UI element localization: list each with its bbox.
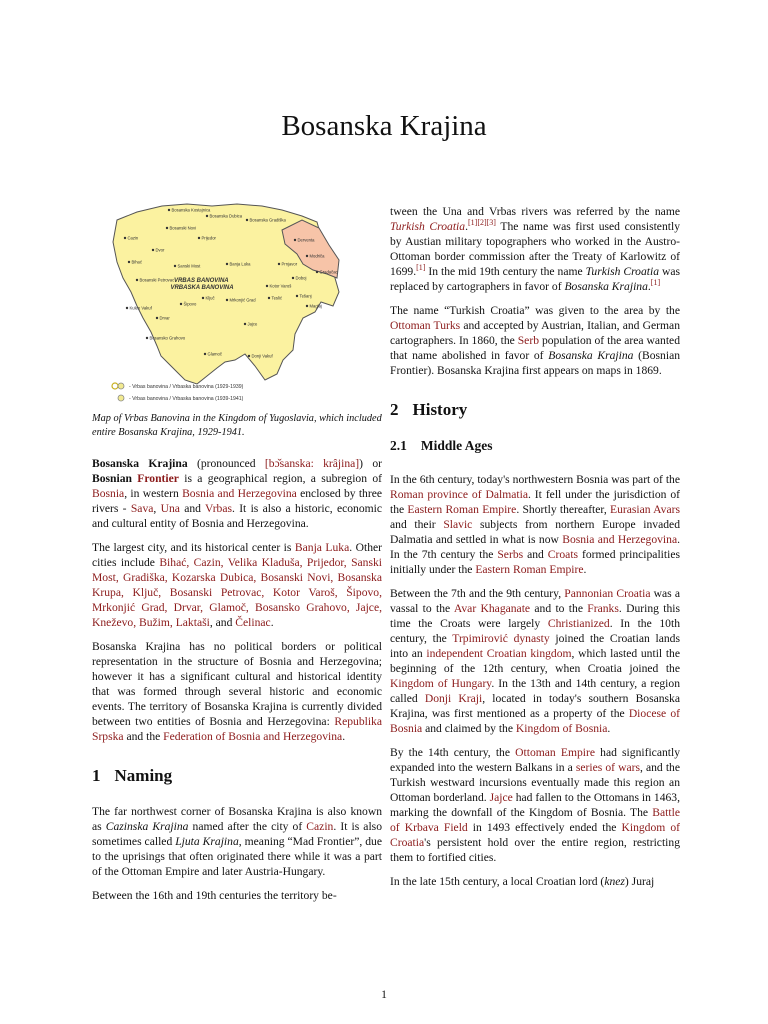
kingdom-bosnia-link[interactable]: Kingdom of Bosnia [515, 722, 608, 735]
bosnia-link[interactable]: Bosnia [92, 487, 125, 500]
map-town-label: Jajce [247, 321, 258, 327]
map-town-dot [204, 353, 206, 355]
citation-1b[interactable]: [1] [650, 278, 661, 288]
map-town-dot [296, 295, 298, 297]
map-town-dot [206, 215, 208, 217]
section-heading-naming: 1 Naming [92, 766, 173, 785]
map-town-dot [156, 317, 158, 319]
page-number: 1 [381, 988, 387, 1001]
naming-paragraph-1: The far northwest corner of Bosanska Krajina is also known as Cazinska Krajina named after the city of Cazin. It is also sometimes called Ljuta Krajina, meaning “Mad Frontier”, due to the uprisings that often originated there while it was a part of the Ottoman Empire and later Austria-Hungary. [92, 805, 382, 878]
map-town-label: Doboj [295, 275, 307, 281]
eastern-roman-empire-link[interactable]: Eastern Roman Empire [407, 503, 517, 516]
map-caption: Map of Vrbas Banovina in the Kingdom of Yugoslavia, which included entire Bosanska Krajina, 1929-1941. [92, 413, 382, 438]
map-town-dot [306, 255, 308, 257]
map-town-dot [278, 263, 280, 265]
map-town-dot [316, 271, 318, 273]
bosnia-herzegovina-link[interactable]: Bosnia and Herzegovina [182, 487, 297, 500]
serb-link[interactable]: Serb [517, 334, 539, 347]
history-paragraph-3: By the 14th century, the Ottoman Empire had significantly expanded into the western Balkans in a series of wars, and the Turkish westward incursions eventually made this region an Ottoman borderland. Jajce had fallen to the Ottomans in 1463, marking the downfall of the Kingdom of Bosnia. The Battle of Krbava Field in 1493 effectively ended the Kingdom of Croatia's persistent hold over the entire region, restricting them to fortified cities. [390, 746, 680, 864]
pronunciation-link[interactable]: [bɔ̌sanska: krâjina] [264, 457, 360, 470]
eastern-roman-empire-link-2[interactable]: Eastern Roman Empire [475, 563, 584, 576]
subsection-heading-middle-ages: 2.1 Middle Ages [390, 438, 493, 453]
map-town-label: Glamoč [207, 351, 222, 357]
pannonian-croatia-link[interactable]: Pannonian Croatia [564, 587, 651, 600]
kingdom-croatia-link[interactable]: Kingdom of Croatia [390, 821, 680, 849]
map-town-label: Kotor Varoš [269, 283, 292, 289]
vrbas-link[interactable]: Vrbas [205, 502, 233, 515]
map-legend [112, 383, 244, 402]
map-town-label: Teslić [271, 295, 282, 301]
map-town-dot [248, 355, 250, 357]
citation-1[interactable]: [1] [416, 263, 426, 273]
left-column [92, 200, 382, 912]
map-town-label: Bosanska Kostajnica [171, 207, 211, 213]
map-town-label: Šipovo [183, 301, 197, 307]
cities-links[interactable]: Bihać, Cazin, Velika Kladuša, Prijedor, Sanski Most, Gradiška, Kozarska Dubica, Bosanski Novi, Bosanska Krupa, Ključ, Bosanski Petrovac, Kotor Varoš, Šipovo, Mrkonjić Grad, Drvar, Glamoč, Bosansko Grahovo, Jajce, Kneževo, Bužim, Laktaši [92, 556, 382, 629]
map-town-label: Bihać [131, 259, 142, 265]
map-town-label: Donji Vakuf [251, 353, 273, 359]
series-of-wars-link[interactable]: series of wars [575, 761, 640, 774]
map-town-dot [268, 297, 270, 299]
trpimirovic-link[interactable]: Trpimirović dynasty [452, 632, 550, 645]
map-figure [107, 200, 347, 412]
map-legend-2: - Vrbas banovina / Vrbaska banovina (1939-1941) [129, 396, 244, 402]
ottoman-turks-link[interactable]: Ottoman Turks [390, 319, 461, 332]
map-town-dot [166, 227, 168, 229]
krbava-field-link[interactable]: Battle of Krbava Field [390, 806, 680, 834]
map-town-label: Modriča [309, 253, 325, 259]
naming-paragraph-3: tween the Una and Vrbas rivers was referred by the name Turkish Croatia.[1][2][3] The name was first used consistently by Austian military topographers who worked in the Austro-Ottoman border commission after the Treaty of Karlowitz of 1699.[1] In the mid 19th century the name Turkish Croatia was replaced by cartographers in favor of Bosanska Krajina.[1] [390, 205, 680, 293]
citation-1-2-3[interactable]: [1][2][3] [467, 218, 496, 228]
map-town-label: Gradačac [319, 269, 338, 275]
map-town-dot [202, 297, 204, 299]
map-town-label: Mrkonjić Grad [229, 297, 256, 303]
map-town-dot [246, 219, 248, 221]
map-town-dot [136, 279, 138, 281]
map-town-label: Cazin [127, 235, 139, 241]
donji-kraji-link[interactable]: Donji Kraji [424, 692, 483, 705]
map-town-dot [146, 337, 148, 339]
map-town-dot [244, 323, 246, 325]
una-link[interactable]: Una [160, 502, 180, 515]
map-town-label: Derventa [297, 237, 315, 243]
map-town-dot [198, 237, 200, 239]
history-paragraph-1: In the 6th century, today's northwestern Bosnia was part of the Roman province of Dalmatia. It fell under the jurisdiction of the Eastern Roman Empire. Shortly thereafter, Eurasian Avars and their Slavic subjects from northern Europe invaded Dalmatia and settled in what is now Bosnia and Herzegovina. In the 7th century the Serbs and Croats formed principalities initially under the Eastern Roman Empire. [390, 473, 680, 576]
intro-paragraph-2: The largest city, and its historical center is Banja Luka. Other cities include Bihać, Cazin, Velika Kladuša, Prijedor, Sanski Most, Gradiška, Kozarska Dubica, Bosanski Novi, Bosanska Krupa, Ključ, Bosanski Petrovac, Kotor Varoš, Šipovo, Mrkonjić Grad, Drvar, Glamoč, Bosansko Grahovo, Jajce, Kneževo, Bužim, Laktaši, and Čelinac. [92, 541, 382, 629]
map-town-dot [126, 307, 128, 309]
history-paragraph-2: Between the 7th and the 9th century, Pannonian Croatia was a vassal to the Avar Khaganate and to the Franks. During this time the Croats were largely Christianized. In the 10th century, the Trpimirović dynasty joined the Croatian lands into an independent Croatian kingdom, which lasted until the beginning of the 12th century, when Croatia joined the Kingdom of Hungary. In the 13th and 14th century, a region called Donji Kraji, located in today's southern Bosanska Krajina, was first mentioned as a property of the Diocese of Bosnia and claimed by the Kingdom of Bosnia. [390, 587, 681, 735]
frontier-link[interactable]: Frontier [137, 472, 179, 485]
map-town-dot [226, 299, 228, 301]
map-town-dot [124, 237, 126, 239]
slavic-link[interactable]: Slavic [443, 518, 473, 531]
franks-link[interactable]: Franks [587, 602, 619, 615]
map-town-label: Bosanski Petrovac [139, 277, 175, 283]
map-town-dot [168, 209, 170, 211]
right-column [390, 204, 680, 898]
bosnia-herzegovina-link-2[interactable]: Bosnia and Herzegovina [562, 533, 678, 546]
page-title: Bosanska Krajina [281, 110, 487, 142]
map-town-label: Bosanska Gradiška [249, 217, 286, 223]
ottoman-empire-link[interactable]: Ottoman Empire [515, 746, 595, 759]
turkish-croatia-link[interactable]: Turkish Croatia [390, 220, 466, 233]
map-town-dot [180, 303, 182, 305]
article-subject: Bosanska Krajina [92, 457, 188, 470]
map-town-label: Ključ [205, 295, 215, 301]
map-main-label: VRBAS BANOVINA VRBASKA BANOVINA [170, 278, 234, 291]
cazin-link[interactable]: Cazin [306, 820, 334, 833]
map-town-label: Banja Luka [229, 261, 251, 267]
history-paragraph-4: In the late 15th century, a local Croatian lord (knez) Juraj [390, 875, 655, 888]
naming-paragraph-4: The name “Turkish Croatia” was given to the area by the Ottoman Turks and accepted by Austrian, Italian, and German cartographers. In 1860, the Serb population of the area wanted that name abolished in favor of Bosanska Krajina (Bosnian Frontier). Bosanska Krajina first appears on maps in 1869. [390, 304, 681, 377]
avar-khaganate-link[interactable]: Avar Khaganate [453, 602, 531, 615]
map-town-label: Bosansko Grahovo [149, 335, 186, 341]
map-town-label: Prnjavor [281, 261, 298, 267]
map-town-label: Kulen Vakuf [129, 305, 152, 311]
map-legend-1: - Vrbas banovina / Vrbaska banovina (1929-1939) [129, 384, 244, 390]
map-town-dot [174, 265, 176, 267]
map-town-dot [226, 263, 228, 265]
intro-paragraph-3: Bosanska Krajina has no political borders or political representation in the structure of Bosnia and Herzegovina; however it has a significant cultural and historical identity that was formed through several historic and economic events. The territory of Bosanska Krajina is currently divided between two entities of Bosnia and Herzegovina: Republika Srpska and the Federation of Bosnia and Herzegovina. [92, 640, 382, 743]
map-town-dot [306, 305, 308, 307]
map-town-label: Maglaj [309, 303, 322, 309]
map-town-dot [294, 239, 296, 241]
map-town-label: Bosanski Novi [169, 225, 197, 231]
map-town-label: Drvar [159, 315, 170, 321]
kingdom-hungary-link[interactable]: Kingdom of Hungary [390, 677, 492, 690]
map-town-dot [152, 249, 154, 251]
map-town-dot [128, 261, 130, 263]
diocese-bosnia-link[interactable]: Diocese of Bosnia [390, 707, 680, 735]
eurasian-avars-link[interactable]: Eurasian Avars [609, 503, 680, 516]
christianized-link[interactable]: Christianized [547, 617, 610, 630]
jajce-link[interactable]: Jajce [489, 791, 513, 804]
republika-srpska-link[interactable]: Republika Srpska [92, 715, 382, 743]
banja-luka-link[interactable]: Banja Luka [294, 541, 350, 554]
map-town-label: Dvor [155, 247, 165, 253]
dalmatia-link[interactable]: Roman province of Dalmatia [390, 488, 528, 501]
sava-link[interactable]: Sava [130, 502, 154, 515]
croats-link[interactable]: Croats [547, 548, 579, 561]
map-town-label: Tešanj [299, 293, 312, 299]
croatian-kingdom-link[interactable]: independent Croatian kingdom [426, 647, 572, 660]
map-town-label: Prijedor [201, 235, 216, 241]
federation-link[interactable]: Federation of Bosnia and Herzegovina [163, 730, 343, 743]
naming-paragraph-2: Between the 16th and 19th centuries the territory be- [92, 889, 337, 902]
serbs-link[interactable]: Serbs [497, 548, 524, 561]
map-town-dot [266, 285, 268, 287]
map-town-label: Bosanska Dubica [209, 213, 243, 219]
map-town-label: Sanski Most [177, 263, 201, 269]
section-heading-history: 2 History [390, 400, 468, 419]
vrbas-banovina-map [107, 200, 347, 412]
intro-paragraph-1: Bosanska Krajina (pronounced [bɔ̌sanska: krâjina]) or Bosnian Frontier is a geographical region, a subregion of Bosnia, in western Bosnia and Herzegovina enclosed by three rivers - Sava, Una and Vrbas. It is also a historic, economic and cultural entity of Bosnia and Herzegovina. [92, 457, 383, 530]
map-town-dot [292, 277, 294, 279]
celinac-link[interactable]: Čelinac [235, 616, 271, 629]
